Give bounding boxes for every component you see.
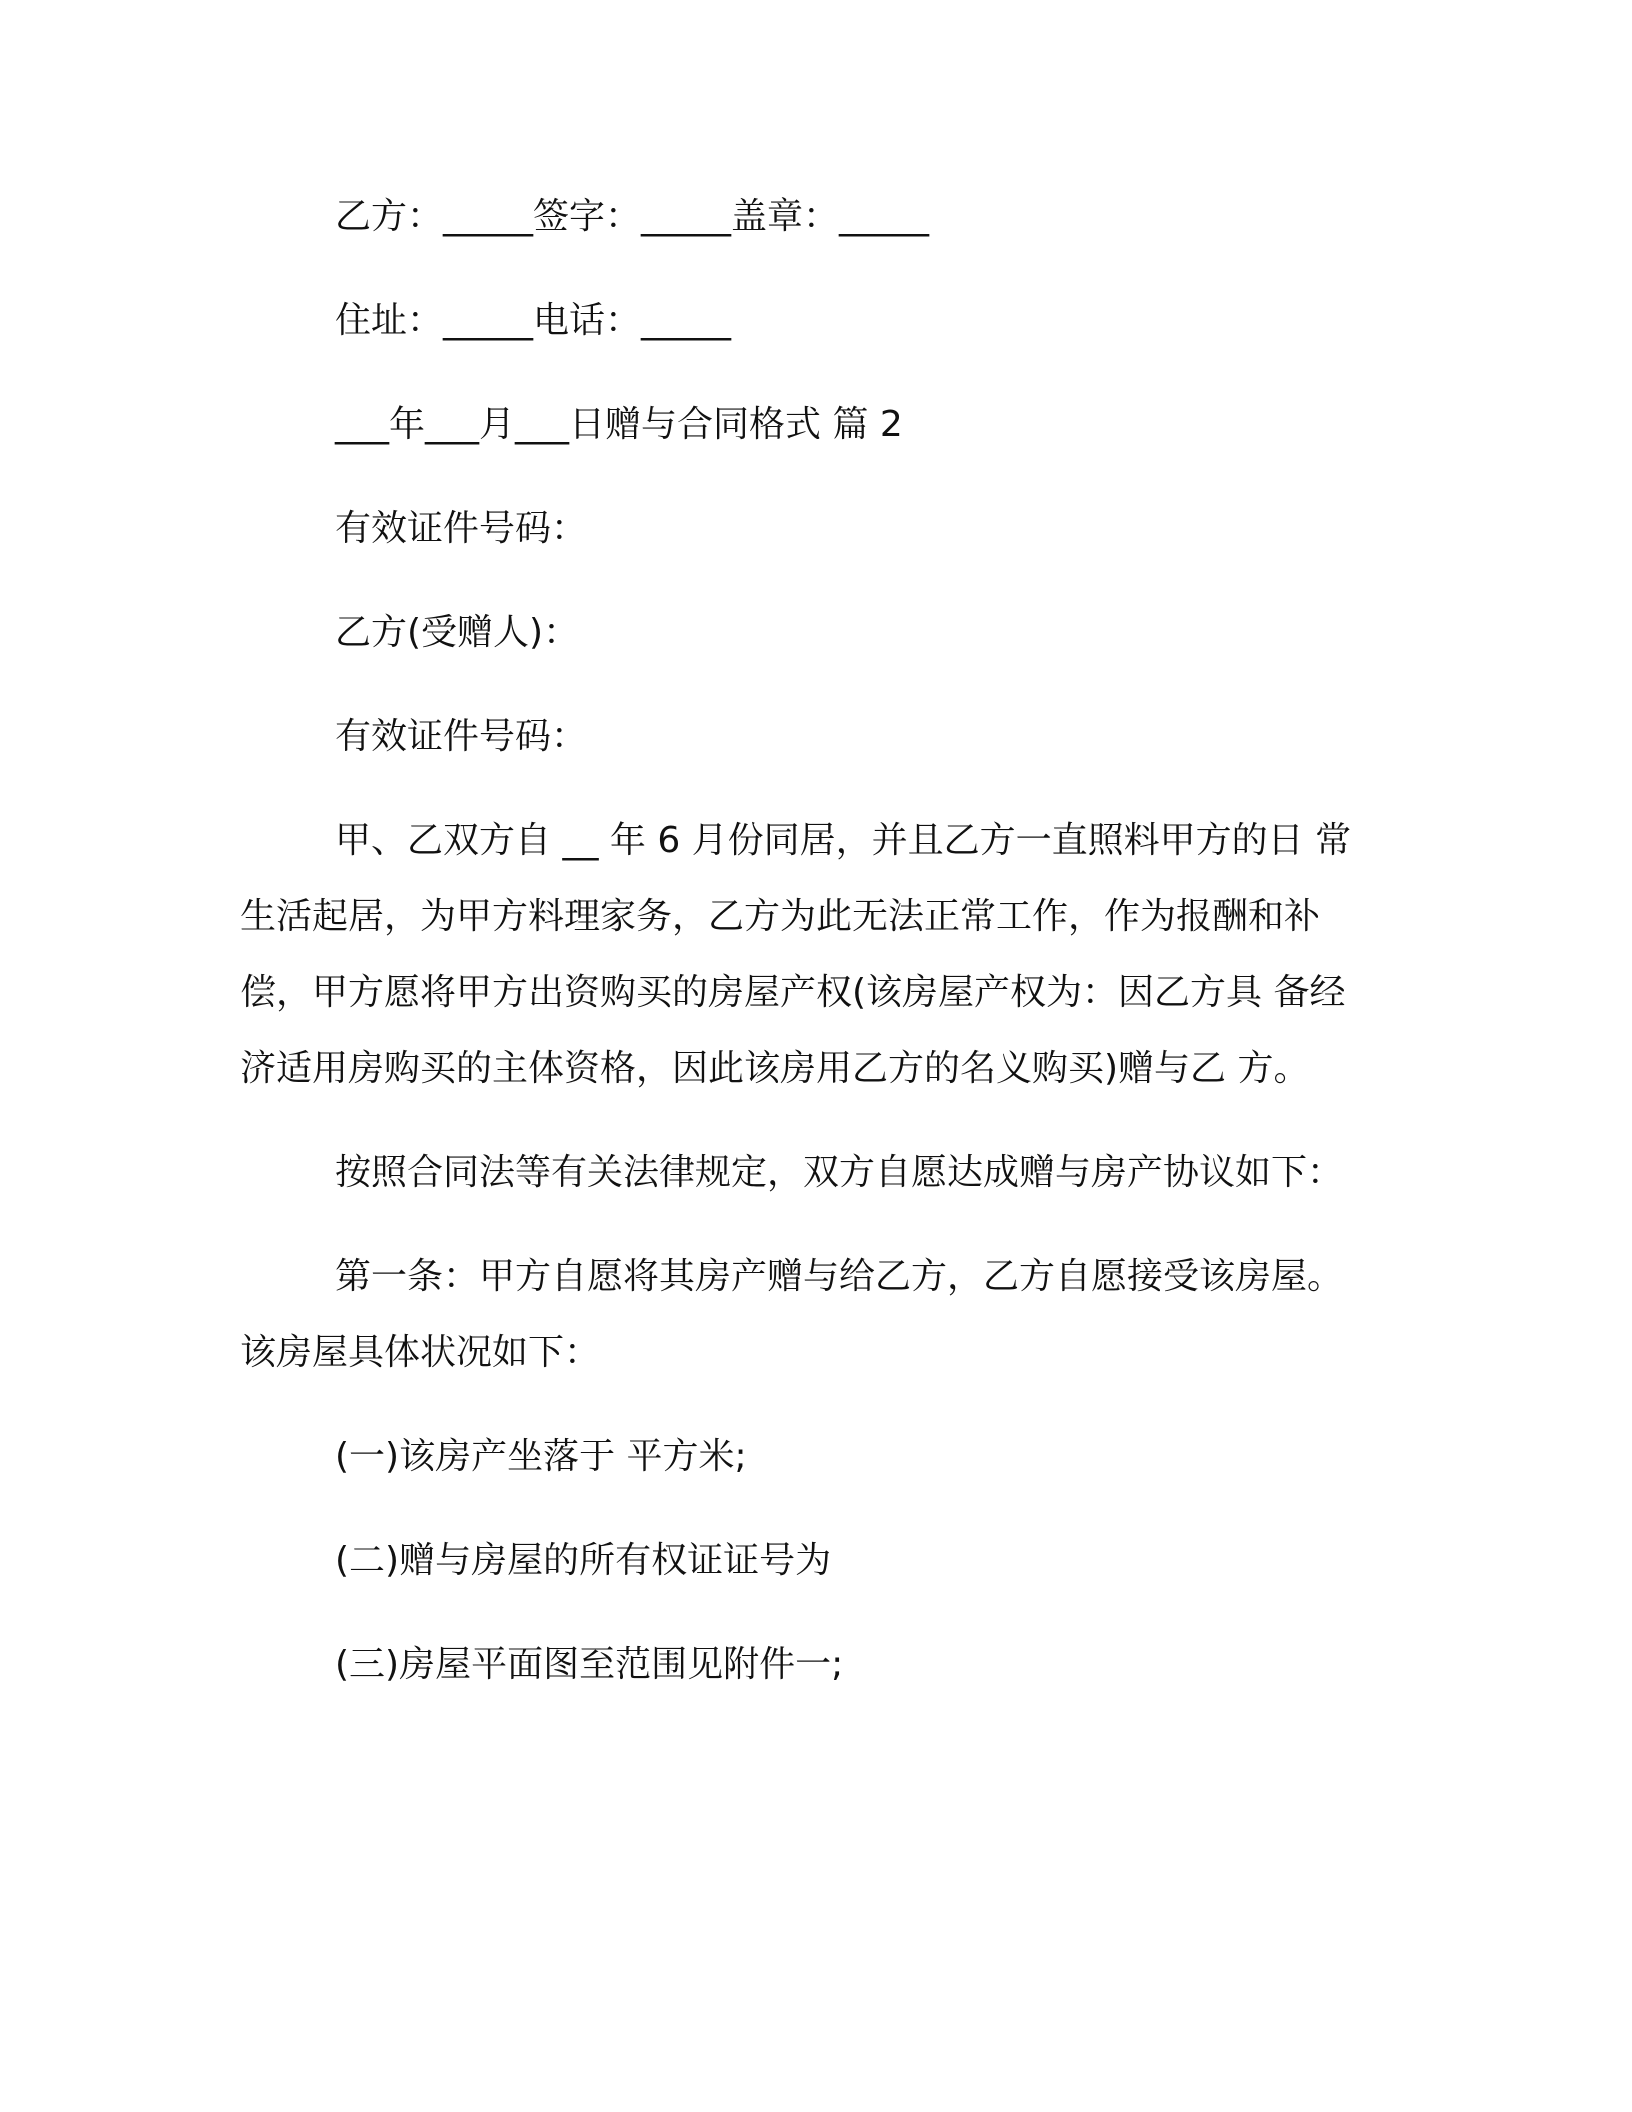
paragraph-cohabitation-line-1: 甲、乙双方自 __ 年 6 月份同居，并且乙方一直照料甲方的日 常 <box>335 820 1352 861</box>
article-one-line-2: 该房屋具体状况如下： <box>240 1332 601 1373</box>
clause-three-line: (三)房屋平面图至范围见附件一; <box>335 1644 844 1685</box>
paragraph-cohabitation-line-3: 偿，甲方愿将甲方出资购买的房屋产权(该房屋产权为：因乙方具 备经 <box>240 972 1346 1013</box>
party-b-donee-line: 乙方(受赠人)： <box>335 612 580 653</box>
agreement-intro-line: 按照合同法等有关法律规定，双方自愿达成赠与房产协议如下： <box>335 1152 1344 1193</box>
article-one-line-1: 第一条：甲方自愿将其房产赠与给乙方，乙方自愿接受该房屋。 <box>335 1256 1344 1297</box>
party-b-signature-line: 乙方：_____签字：_____盖章：_____ <box>335 196 930 237</box>
id-number-line-1: 有效证件号码： <box>335 508 588 549</box>
id-number-line-2: 有效证件号码： <box>335 716 588 757</box>
clause-one-line: (一)该房产坐落于 平方米; <box>335 1436 747 1477</box>
date-section-heading: ___年___月___日赠与合同格式 篇 2 <box>335 404 903 445</box>
clause-two-line: (二)赠与房屋的所有权证证号为 <box>335 1540 832 1581</box>
address-phone-line: 住址：_____电话：_____ <box>335 300 732 341</box>
paragraph-cohabitation-line-2: 生活起居，为甲方料理家务，乙方为此无法正常工作，作为报酬和补 <box>240 896 1321 937</box>
paragraph-cohabitation-line-4: 济适用房购买的主体资格，因此该房用乙方的名义购买)赠与乙 方。 <box>240 1048 1310 1089</box>
